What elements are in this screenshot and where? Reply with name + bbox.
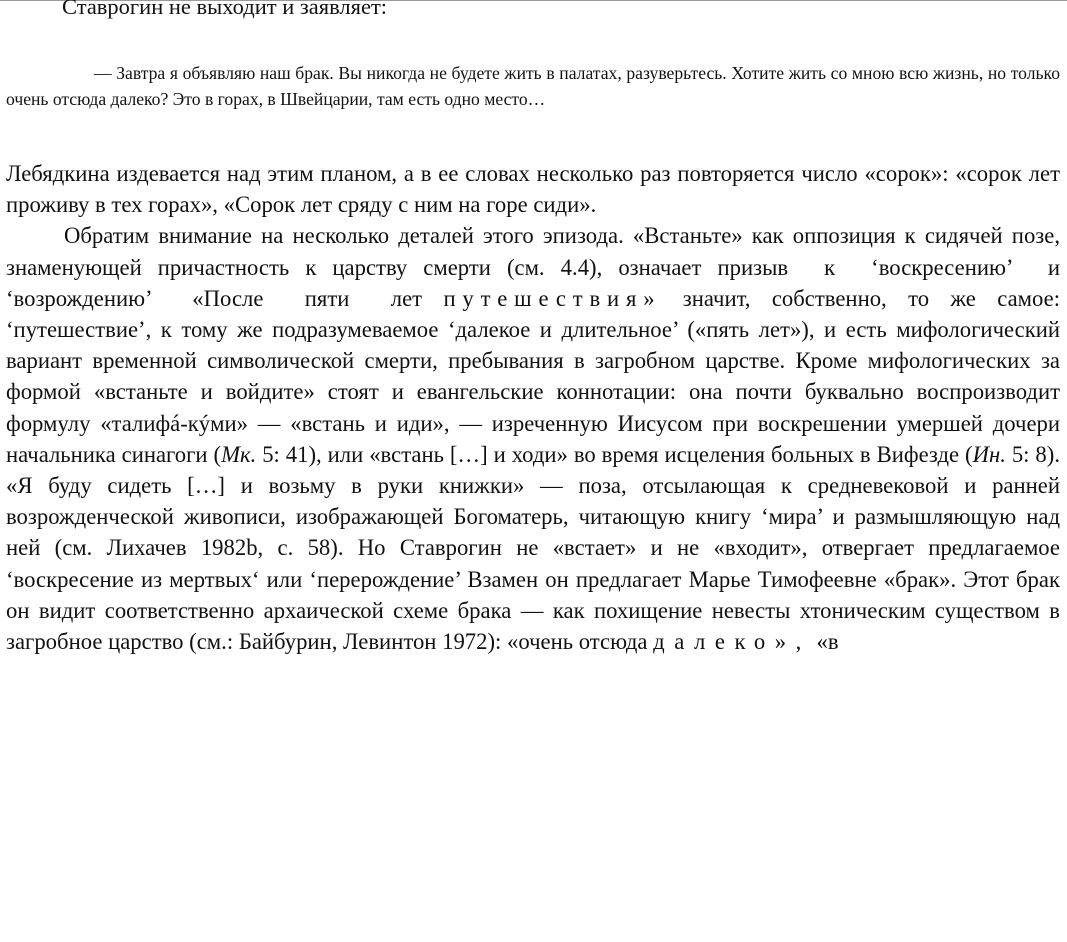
paragraph-2-part-5: 5: 41), или «встань […] и ходи» во время исцеления больных в Вифезде (: [256, 441, 973, 467]
paragraph-2-part-8: «в: [816, 629, 839, 655]
quote-paragraph: — Завтра я объявляю наш брак. Вы никогда не будете жить в палатах, разуверьтесь. Хотите жить со мною всю жизнь, но только очень отсюда далеко? Это в горах, в Швейцарии, там есть одно место…: [6, 63, 1060, 109]
header-line: Ставрогин не выходит и заявляет:: [62, 0, 388, 19]
emphasis-puteshestviya: путешествия»: [443, 285, 662, 311]
paragraph-2: [6, 220, 1060, 657]
body-text: [6, 158, 1060, 657]
paragraph-1: Лебядкина издевается над этим планом, а в ее словах несколько раз повторяется число «сорок»: «сорок лет проживу в тех горах», «Сорок лет сряду с ним на горе сиди».: [6, 161, 1060, 218]
block-quote: [6, 60, 1060, 112]
ref-john: Ин.: [972, 441, 1006, 467]
paragraph-2-part-4: значит, собственно, то же самое: ‘путешествие’, к тому же подразумеваемое ‘далекое и длительное’ («пять лет»), и есть мифологический вариант временной символической смерти, пребывания в загробном царстве. Кроме мифологических за формой «встаньте и войдите» стоят и евангельские коннотации: она почти буквально воспроизводит формулу «талифá-кýми» — «встань и иди», — изреченную Иисусом при воскрешении умершей дочери начальника синагоги (: [6, 285, 1061, 467]
paragraph-2-part-6: 5: 8). «Я буду сидеть […] и возьму в руки книжки» — поза, отсылающая к средневековой и ранней возрожденческой живописи, изображающей Богоматерь, читающую книгу ‘мира’ и размышляющую над ней (см. Лихачев 1982b, с. 58). Но Ставрогин не «встает» и не «входит», отвергает предлагаемое ‘воскресение из мертвых‘ или ‘перерождение’ Взамен он предлагает Марье Тимофеевне «брак». Этот брак он видит соответственно архаической схеме брака — как похищение невесты хтоническим существом в загробное царство (см.: Байбурин, Левинтон 1972): «очень отсюда: [6, 441, 1060, 655]
paragraph-2-part-1: Обратим внимание на несколько деталей этого эпизода. «Встаньте» как оппозиция к сидячей позе, знаменующей причастность к царству смерти (см. 4.4), означает: [6, 223, 1060, 280]
emphasis-daleko: далеко»,: [653, 629, 811, 655]
ref-mark: Мк.: [221, 441, 257, 467]
paragraph-2-part-2: призыв к ‘воскресению’ и ‘возрождению’ «После пяти лет: [6, 254, 1060, 311]
